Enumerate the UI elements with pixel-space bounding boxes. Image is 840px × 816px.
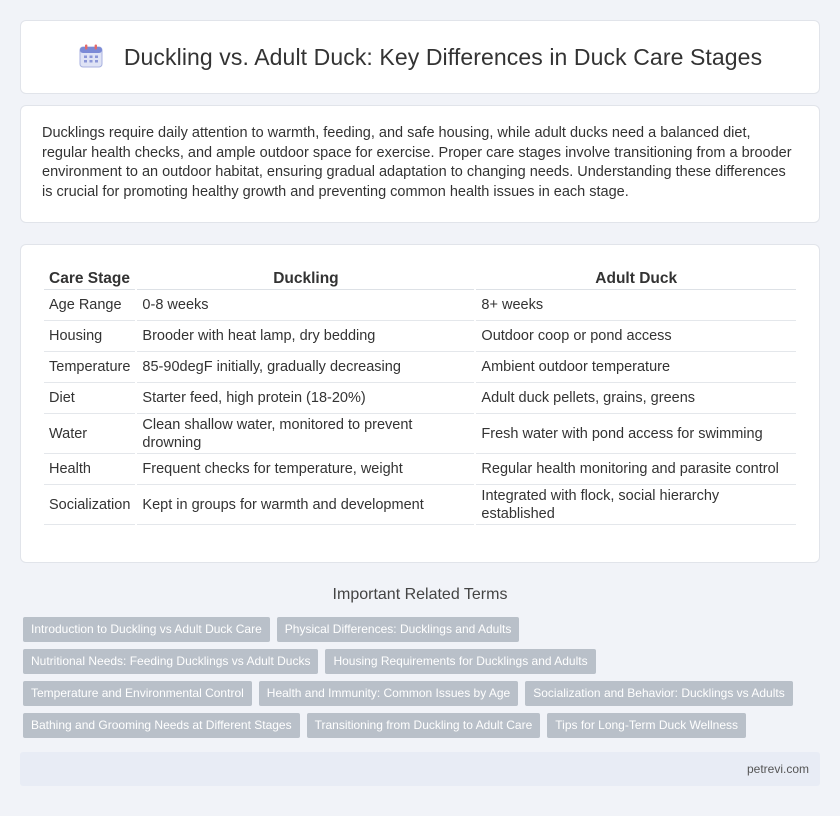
tag-row [23,681,823,706]
calendar-icon [78,43,104,69]
table-cell: Starter feed, high protein (18-20%) [137,383,474,414]
table-cell: Ambient outdoor temperature [476,352,796,383]
table-row [44,383,796,414]
comparison-table [42,265,798,525]
table-cell: Clean shallow water, monitored to prevent drowning [137,414,474,454]
related-term-tag[interactable]: Nutritional Needs: Feeding Ducklings vs Adult Ducks [23,649,318,674]
related-term-tag[interactable]: Socialization and Behavior: Ducklings vs Adults [525,681,792,706]
table-cell: Diet [44,383,135,414]
related-term-tag[interactable]: Introduction to Duckling vs Adult Duck Care [23,617,270,642]
page-title: Duckling vs. Adult Duck: Key Differences in Duck Care Stages [123,43,763,70]
table-cell: 0-8 weeks [137,290,474,321]
comparison-table-card [20,244,820,563]
footer-site-link[interactable]: petrevi.com [746,762,809,776]
table-cell: Temperature [44,352,135,383]
table-cell: Health [44,454,135,485]
table-cell: Age Range [44,290,135,321]
tag-row [23,617,823,642]
table-cell: Outdoor coop or pond access [476,321,796,352]
table-cell: Water [44,414,135,454]
related-term-tag[interactable]: Temperature and Environmental Control [23,681,252,706]
table-row [44,321,796,352]
tag-row [23,713,823,738]
related-term-tag[interactable]: Housing Requirements for Ducklings and Adults [325,649,595,674]
table-cell: Fresh water with pond access for swimming [476,414,796,454]
table-row [44,352,796,383]
related-terms-heading: Important Related Terms [332,586,508,603]
related-term-tag[interactable]: Bathing and Grooming Needs at Different Stages [23,713,300,738]
intro-card [20,105,820,223]
table-cell: Kept in groups for warmth and development [137,485,474,525]
intro-text: Ducklings require daily attention to warmth, feeding, and safe housing, while adult ducks need a balanced diet, regular health checks, and ample outdoor space for exercise. Proper care stages involve transitioning from a brooder environment to an outdoor habitat, ensuring gradual adaptation to changing needs. Understanding these differences is crucial for promoting healthy growth and preventing common health issues in each stage. [42,125,792,200]
table-cell: Housing [44,321,135,352]
table-cell: Integrated with flock, social hierarchy established [476,485,796,525]
related-terms-list [23,617,823,745]
table-row [44,290,796,321]
table-cell: Regular health monitoring and parasite control [476,454,796,485]
table-cell: 8+ weeks [476,290,796,321]
table-cell: Frequent checks for temperature, weight [137,454,474,485]
tag-row [23,649,823,674]
table-header-row [44,265,796,290]
header-duckling: Duckling [137,265,474,290]
title-card [20,20,820,94]
related-term-tag[interactable]: Transitioning from Duckling to Adult Care [307,713,541,738]
table-row [44,414,796,454]
related-term-tag[interactable]: Physical Differences: Ducklings and Adults [277,617,520,642]
related-term-tag[interactable]: Health and Immunity: Common Issues by Age [259,681,518,706]
header-adult-duck: Adult Duck [476,265,796,290]
table-row [44,485,796,525]
related-term-tag[interactable]: Tips for Long-Term Duck Wellness [547,713,746,738]
footer [20,752,820,786]
table-row [44,454,796,485]
table-cell: Brooder with heat lamp, dry bedding [137,321,474,352]
table-cell: Adult duck pellets, grains, greens [476,383,796,414]
header-care-stage: Care Stage [44,265,135,290]
table-cell: Socialization [44,485,135,525]
table-cell: 85-90degF initially, gradually decreasing [137,352,474,383]
